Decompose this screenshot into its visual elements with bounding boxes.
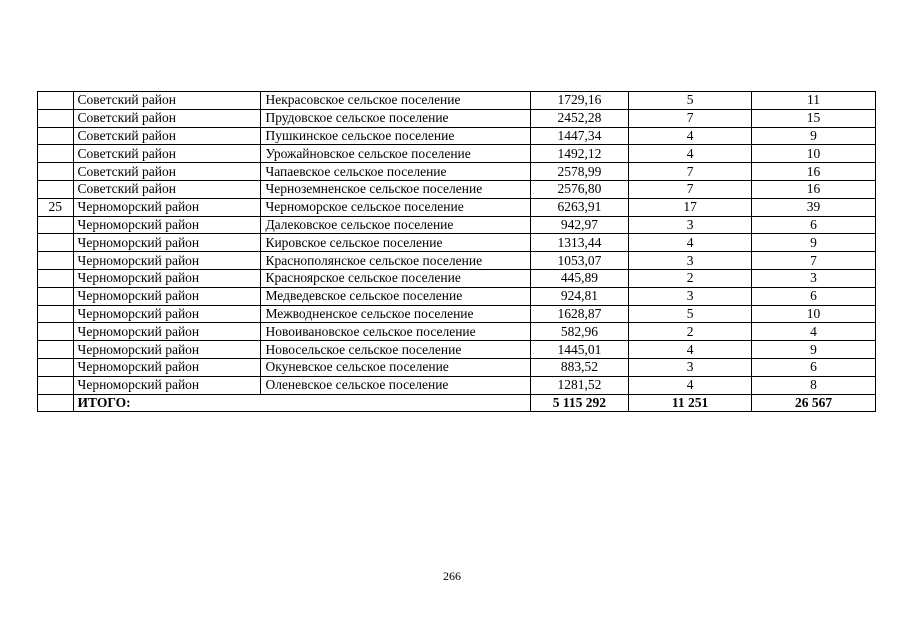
row-number-cell: 25	[38, 198, 74, 216]
value1-cell: 2	[629, 269, 752, 287]
area-cell: 2452,28	[530, 109, 629, 127]
settlement-cell: Новосельское сельское поселение	[261, 341, 530, 359]
settlement-cell: Прудовское сельское поселение	[261, 109, 530, 127]
value1-cell: 5	[629, 92, 752, 110]
row-number-cell	[38, 252, 74, 270]
total-label: ИТОГО:	[73, 394, 530, 412]
area-cell: 1053,07	[530, 252, 629, 270]
value2-cell: 4	[752, 323, 876, 341]
table-row	[38, 323, 876, 341]
value1-cell: 17	[629, 198, 752, 216]
value2-cell: 9	[752, 341, 876, 359]
row-number-cell	[38, 269, 74, 287]
settlement-cell: Далековское сельское поселение	[261, 216, 530, 234]
table-row	[38, 341, 876, 359]
value2-cell: 15	[752, 109, 876, 127]
value1-cell: 2	[629, 323, 752, 341]
area-cell: 1628,87	[530, 305, 629, 323]
value1-cell: 3	[629, 287, 752, 305]
table-row	[38, 180, 876, 198]
value2-cell: 8	[752, 376, 876, 394]
area-cell: 1313,44	[530, 234, 629, 252]
settlement-cell: Кировское сельское поселение	[261, 234, 530, 252]
value2-cell: 3	[752, 269, 876, 287]
table-row	[38, 163, 876, 181]
district-cell: Черноморский район	[73, 198, 261, 216]
settlement-cell: Некрасовское сельское поселение	[261, 92, 530, 110]
area-cell: 1447,34	[530, 127, 629, 145]
value2-cell: 10	[752, 305, 876, 323]
row-number-cell	[38, 341, 74, 359]
table-row	[38, 127, 876, 145]
row-number-cell	[38, 287, 74, 305]
row-number-cell	[38, 323, 74, 341]
settlement-cell: Краснополянское сельское поселение	[261, 252, 530, 270]
value2-cell: 6	[752, 358, 876, 376]
district-cell: Черноморский район	[73, 305, 261, 323]
row-number-cell	[38, 216, 74, 234]
table-row	[38, 376, 876, 394]
row-number-cell	[38, 180, 74, 198]
district-cell: Советский район	[73, 92, 261, 110]
table-row	[38, 358, 876, 376]
area-cell: 1729,16	[530, 92, 629, 110]
settlement-cell: Пушкинское сельское поселение	[261, 127, 530, 145]
district-cell: Черноморский район	[73, 341, 261, 359]
area-cell: 445,89	[530, 269, 629, 287]
district-cell: Черноморский район	[73, 287, 261, 305]
value1-cell: 7	[629, 109, 752, 127]
settlements-table	[37, 91, 876, 412]
district-cell: Советский район	[73, 145, 261, 163]
value1-cell: 4	[629, 127, 752, 145]
row-number-cell	[38, 376, 74, 394]
total-value1: 11 251	[629, 394, 752, 412]
row-number-cell	[38, 163, 74, 181]
district-cell: Советский район	[73, 127, 261, 145]
area-cell: 924,81	[530, 287, 629, 305]
page-number: 266	[443, 569, 461, 583]
table-row	[38, 252, 876, 270]
value2-cell: 16	[752, 163, 876, 181]
settlement-cell: Черноморское сельское поселение	[261, 198, 530, 216]
value1-cell: 4	[629, 234, 752, 252]
settlement-cell: Окуневское сельское поселение	[261, 358, 530, 376]
value1-cell: 3	[629, 252, 752, 270]
table-row	[38, 145, 876, 163]
district-cell: Черноморский район	[73, 323, 261, 341]
value2-cell: 6	[752, 287, 876, 305]
total-area: 5 115 292	[530, 394, 629, 412]
value1-cell: 4	[629, 341, 752, 359]
area-cell: 1492,12	[530, 145, 629, 163]
value1-cell: 4	[629, 145, 752, 163]
table-body	[38, 92, 876, 412]
value1-cell: 4	[629, 376, 752, 394]
area-cell: 2576,80	[530, 180, 629, 198]
value2-cell: 10	[752, 145, 876, 163]
settlement-cell: Оленевское сельское поселение	[261, 376, 530, 394]
area-cell: 942,97	[530, 216, 629, 234]
district-cell: Советский район	[73, 163, 261, 181]
value2-cell: 9	[752, 127, 876, 145]
area-cell: 1445,01	[530, 341, 629, 359]
table-row	[38, 269, 876, 287]
total-value2: 26 567	[752, 394, 876, 412]
table-row	[38, 216, 876, 234]
value2-cell: 11	[752, 92, 876, 110]
value2-cell: 9	[752, 234, 876, 252]
value2-cell: 16	[752, 180, 876, 198]
district-cell: Советский район	[73, 109, 261, 127]
row-number-cell	[38, 305, 74, 323]
table-row	[38, 92, 876, 110]
district-cell: Черноморский район	[73, 216, 261, 234]
row-number-cell	[38, 234, 74, 252]
area-cell: 2578,99	[530, 163, 629, 181]
value2-cell: 39	[752, 198, 876, 216]
settlement-cell: Чапаевское сельское поселение	[261, 163, 530, 181]
value1-cell: 7	[629, 163, 752, 181]
area-cell: 582,96	[530, 323, 629, 341]
area-cell: 6263,91	[530, 198, 629, 216]
area-cell: 883,52	[530, 358, 629, 376]
settlement-cell: Урожайновское сельское поселение	[261, 145, 530, 163]
district-cell: Черноморский район	[73, 269, 261, 287]
settlement-cell: Черноземненское сельское поселение	[261, 180, 530, 198]
table-row	[38, 305, 876, 323]
row-number-cell	[38, 127, 74, 145]
row-number-cell	[38, 358, 74, 376]
settlement-cell: Межводненское сельское поселение	[261, 305, 530, 323]
table-row	[38, 234, 876, 252]
value2-cell: 7	[752, 252, 876, 270]
value1-cell: 7	[629, 180, 752, 198]
district-cell: Черноморский район	[73, 252, 261, 270]
settlement-cell: Новоивановское сельское поселение	[261, 323, 530, 341]
settlement-cell: Красноярское сельское поселение	[261, 269, 530, 287]
value1-cell: 5	[629, 305, 752, 323]
district-cell: Черноморский район	[73, 376, 261, 394]
area-cell: 1281,52	[530, 376, 629, 394]
district-cell: Черноморский район	[73, 358, 261, 376]
table-row	[38, 198, 876, 216]
value1-cell: 3	[629, 358, 752, 376]
district-cell: Черноморский район	[73, 234, 261, 252]
settlement-cell: Медведевское сельское поселение	[261, 287, 530, 305]
row-number-cell	[38, 92, 74, 110]
table-row	[38, 109, 876, 127]
total-empty-cell	[38, 394, 74, 412]
row-number-cell	[38, 109, 74, 127]
table-row	[38, 287, 876, 305]
value1-cell: 3	[629, 216, 752, 234]
district-cell: Советский район	[73, 180, 261, 198]
total-row	[38, 394, 876, 412]
value2-cell: 6	[752, 216, 876, 234]
row-number-cell	[38, 145, 74, 163]
